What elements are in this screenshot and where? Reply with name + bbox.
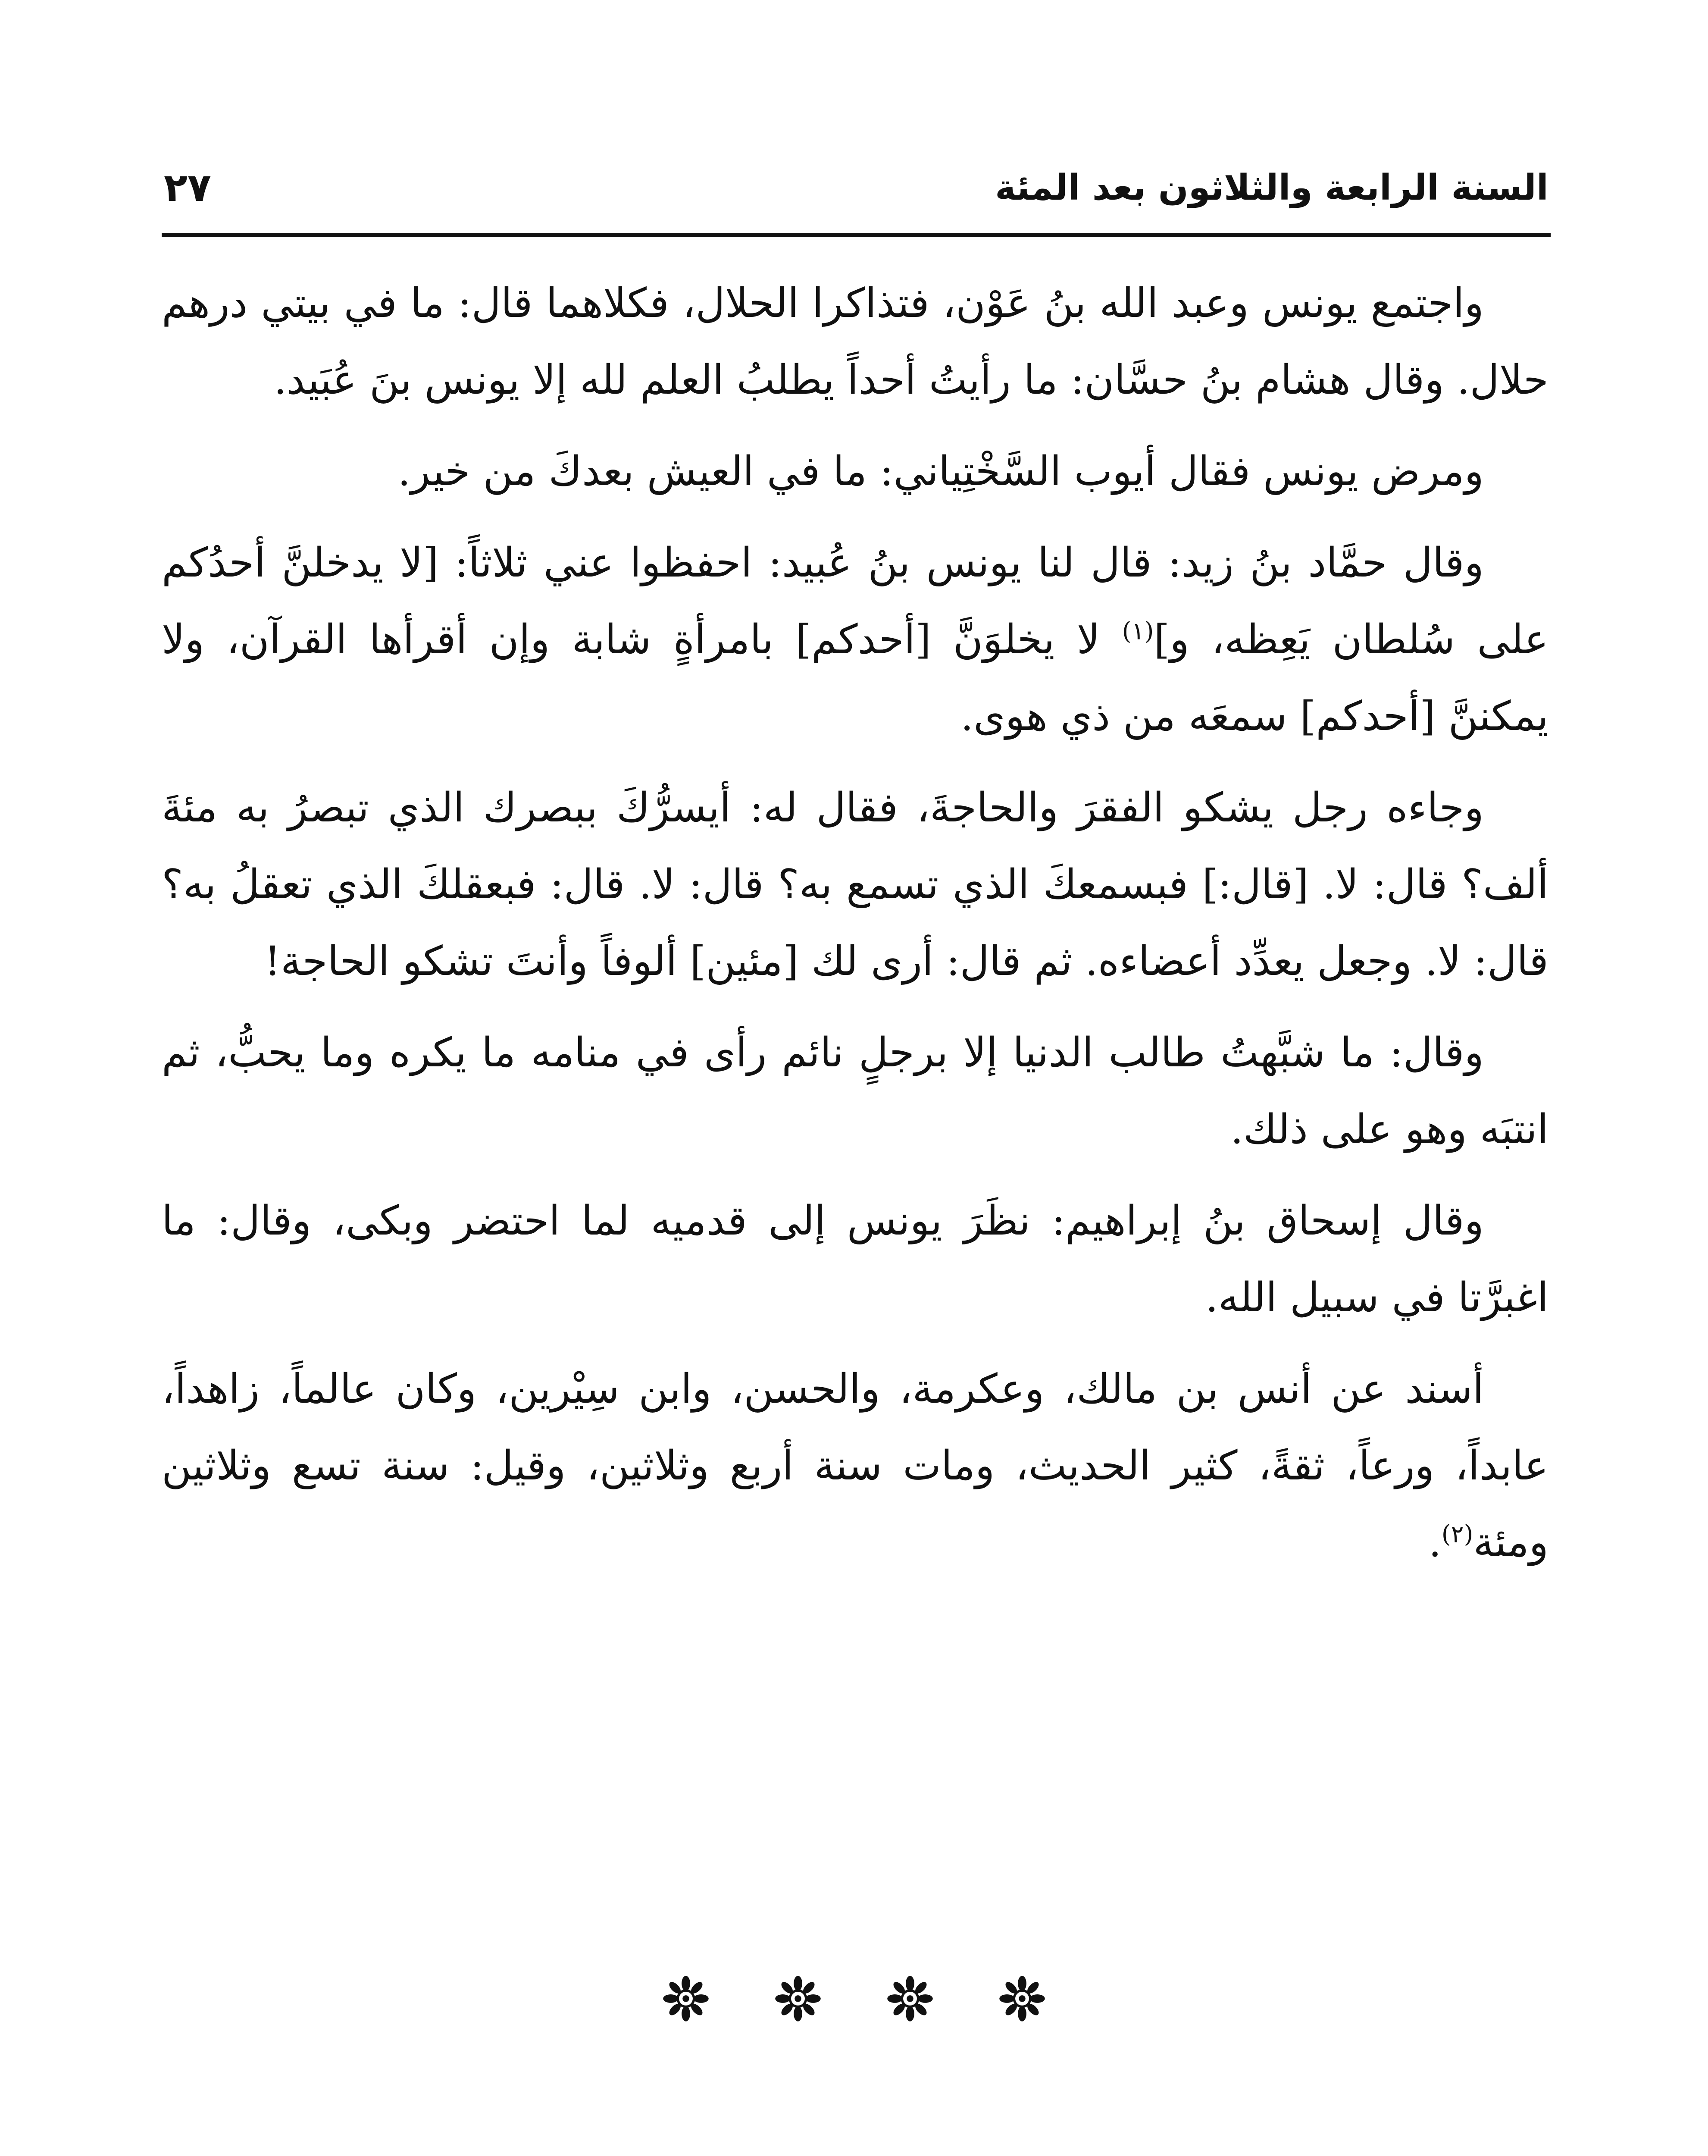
running-header [164, 155, 1548, 220]
flower-ornament-icon [998, 1975, 1046, 2022]
main-text [162, 265, 1548, 1596]
paragraph-6: وقال إسحاق بنُ إبراهيم: نظَرَ يونس إلى قدميه لما احتضر وبكى، وقال: ما اغبرَّتا في سبيل الله. [162, 1197, 1548, 1321]
footnote-ref-2[interactable]: (٢) [1441, 1520, 1473, 1548]
paragraph-1: واجتمع يونس وعبد الله بنُ عَوْن، فتذاكرا الحلال، فكلاهما قال: ما في بيتي درهم حلال. وقال هشام بنُ حسَّان: ما رأيتُ أحداً يطلبُ العلم لله إلا يونس بنَ عُبَيد. [162, 280, 1548, 404]
paragraph-3 [162, 525, 1548, 755]
paragraph-7-text-b: . [1428, 1519, 1442, 1566]
paragraph-4: وجاءه رجل يشكو الفقرَ والحاجةَ، فقال له: أيسرُّكَ ببصرك الذي تبصرُ به مئةَ ألف؟ قال: لا. [قال:] فبسمعكَ الذي تسمع به؟ قال: لا. قال: فبعقلكَ الذي تعقلُ به؟ قال: لا. وجعل يعدِّد أعضاءه. ثم قال: أرى لك [مئين] ألوفاً وأنتَ تشكو الحاجة! [162, 784, 1548, 985]
flower-ornament-icon [662, 1975, 710, 2022]
running-title: السنة الرابعة والثلاثون بعد المئة [995, 167, 1548, 208]
paragraph-7-text-a: أسند عن أنس بن مالك، وعكرمة، والحسن، وابن سِيْرين، وكان عالماً، زاهداً، عابداً، ورعاً، ثقةً، كثير الحديث، ومات سنة أربع وثلاثين، وقيل: سنة تسع وثلاثين ومئة [162, 1366, 1548, 1566]
section-ornaments [0, 1975, 1708, 2022]
paragraph-5: وقال: ما شبَّهتُ طالب الدنيا إلا برجلٍ نائم رأى في منامه ما يكره وما يحبُّ، ثم انتبَه وهو على ذلك. [162, 1029, 1548, 1153]
footnote-ref-1[interactable]: (١) [1122, 617, 1154, 646]
page-number: ٢٧ [164, 165, 211, 210]
paragraph-3-text-b: لا يخلوَنَّ [أحدكم] بامرأةٍ شابة وإن أقرأها القرآن، ولا يمكننَّ [أحدكم] سمعَه من ذي هوى. [162, 616, 1548, 740]
paragraph-3-text-a: وقال حمَّاد بنُ زيد: قال لنا يونس بنُ عُبيد: احفظوا عني ثلاثاً: [لا يدخلنَّ أحدُكم على سُلطان يَعِظه، و] [162, 539, 1549, 663]
header-rule [162, 233, 1551, 237]
paragraph-7 [162, 1351, 1548, 1581]
paragraph-2: ومرض يونس فقال أيوب السَّخْتِياني: ما في العيش بعدكَ من خير. [397, 448, 1484, 495]
flower-ornament-icon [886, 1975, 934, 2022]
flower-ornament-icon [774, 1975, 822, 2022]
